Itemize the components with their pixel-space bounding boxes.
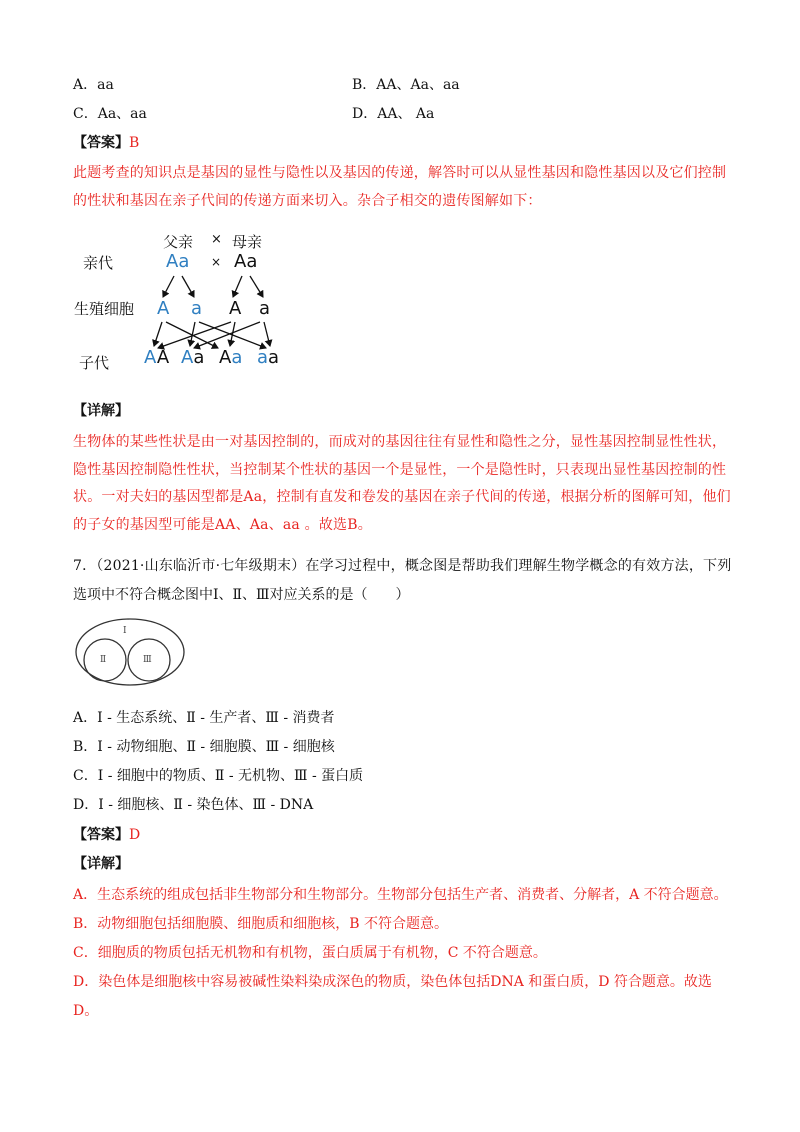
parent-cross: × <box>211 255 222 269</box>
q7-detail-d-line2: D。 <box>73 1003 99 1019</box>
header-cross: × <box>211 232 222 247</box>
q6-detail-tag: 【详解】 <box>73 403 129 419</box>
concept-label-right: Ⅲ <box>143 655 152 665</box>
arrow-A-AA <box>154 322 162 346</box>
gamete-mother-a: a <box>259 298 271 319</box>
q7-detail-c: C．细胞质的物质包括无机物和有机物，蛋白质属于有机物，C 不符合题意。 <box>73 945 547 961</box>
q6-option-c: C．Aa、aa <box>73 106 147 122</box>
q7-detail-a: A．生态系统的组成包括非生物部分和生物部分。生物部分包括生产者、消费者、分解者，A 不符合题意。 <box>73 887 728 903</box>
offspring-Aa-part: A <box>181 347 194 368</box>
answer-tag: 【答案】 <box>73 135 129 151</box>
q6-option-b: B．AA、Aa、aa <box>352 77 460 93</box>
father-genotype: Aa <box>166 251 190 272</box>
gamete-father-A: A <box>157 298 170 319</box>
q7-stem-line2: 选项中不符合概念图中Ⅰ、Ⅱ、Ⅲ对应关系的是（ ） <box>73 587 410 603</box>
label-parents: 亲代 <box>83 254 114 272</box>
header-mother: 母亲 <box>232 233 263 251</box>
q7-detail-b: B．动物细胞包括细胞膜、细胞质和细胞核，B 不符合题意。 <box>73 916 449 932</box>
q7-answer <box>73 825 140 845</box>
concept-label-outer: Ⅰ <box>123 626 127 636</box>
gamete-mother-A: A <box>229 298 242 319</box>
label-gametes: 生殖细胞 <box>74 300 135 318</box>
arrow-father-a <box>182 276 194 297</box>
genetic-cross-diagram <box>70 228 300 378</box>
q6-option-d: D．AA、 Aa <box>352 106 435 122</box>
offspring-AA-part: A <box>156 347 170 368</box>
offspring-aa-part: a <box>268 347 280 368</box>
q7-detail-d-line1: D．染色体是细胞核中容易被碱性染料染成深色的物质，染色体包括DNA 和蛋白质，D 符合题意。故选 <box>73 974 712 990</box>
q7-stem-line1: 7．（2021·山东临沂市·七年级期末）在学习过程中，概念图是帮助我们理解生物学概念的有效方法，下列 <box>73 558 732 574</box>
arrow-father-A <box>163 276 174 297</box>
mother-genotype: Aa <box>234 251 258 272</box>
label-offspring: 子代 <box>79 354 110 372</box>
answer-value: B <box>129 135 140 151</box>
answer-tag: 【答案】 <box>73 827 129 843</box>
offspring-aa-part: a <box>257 347 269 368</box>
concept-label-left: Ⅱ <box>100 655 107 665</box>
arrow-mother-a <box>250 276 263 297</box>
arrow-mother-A <box>233 276 242 297</box>
cross-arrows <box>70 228 300 378</box>
q6-detail: 生物体的某些性状是由一对基因控制的，而成对的基因往往有显性和隐性之分，显性基因控制显性性状，隐性基因控制隐性性状，当控制某个性状的基因一个是显性，一个是隐性时，只表现出显性基因控制的性状。一对夫妇的基因型都是Aa，控制有直发和卷发的基因在亲子代间的传递，根据分析的图解可知，他们的子女的基因型可能是AA、Aa、aa 。故选B。 <box>73 434 731 533</box>
arrow-ma-Aa1 <box>194 322 260 348</box>
q6-option-a: A．aa <box>73 77 114 93</box>
offspring-Aa-part: a <box>231 347 243 368</box>
concept-map-figure <box>74 617 186 687</box>
offspring-Aa-part: a <box>193 347 205 368</box>
q7-option-d: D．Ⅰ - 细胞核、Ⅱ - 染色体、Ⅲ - DNA <box>73 797 314 813</box>
header-father: 父亲 <box>163 233 194 251</box>
q6-answer <box>73 133 139 153</box>
gamete-father-a: a <box>191 298 203 319</box>
q7-option-c: C．Ⅰ - 细胞中的物质、Ⅱ - 无机物、Ⅲ - 蛋白质 <box>73 768 364 784</box>
q7-option-a: A．Ⅰ - 生态系统、Ⅱ - 生产者、Ⅲ - 消费者 <box>73 710 335 726</box>
offspring-AA-part: A <box>144 347 157 368</box>
q7-option-b: B．Ⅰ - 动物细胞、Ⅱ - 细胞膜、Ⅲ - 细胞核 <box>73 739 335 755</box>
q7-detail-tag: 【详解】 <box>73 856 129 872</box>
offspring-Aa-part: A <box>219 347 232 368</box>
answer-value: D <box>129 827 141 843</box>
q6-explanation: 此题考查的知识点是基因的显性与隐性以及基因的传递，解答时可以从显性基因和隐性基因以及它们控制的性状和基因在亲子代间的传递方面来切入。杂合子相交的遗传图解如下： <box>73 165 727 209</box>
arrow-ma-aa <box>264 322 270 346</box>
